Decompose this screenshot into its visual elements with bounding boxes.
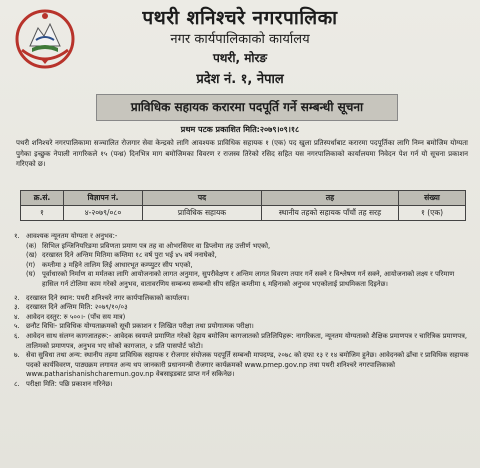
- point-4: [14, 313, 470, 323]
- sub-number: (ग): [26, 260, 36, 269]
- table-header-row: [21, 191, 466, 206]
- point-1: [14, 232, 470, 242]
- sub-text: सिभिल इन्जिनियरिङमा प्रविणता प्रमाण पत्र तह वा ओभरसियर वा डिप्लोमा तह उत्तीर्ण भएको,: [42, 241, 271, 250]
- intro-paragraph: पथरी शनिश्चरे नगरपालिकामा सञ्चालित रोजगार सेवा केन्द्रको लागि आवश्यक प्राविधिक सहायक १ (एक) पद खुला प्रतिस्पर्धाबाट करारमा पदपूर्तिका लागि निम्न बमोजिम योग्यता पुगेका इच्छुक नेपाली नागरिकले १५ (पन्ध्र) दिनभित्र माग बमोजिमका विवरण र राजस्व तिरेको रसिद सहित यस नगरपालिकाको कार्यालयमा निवेदन पेश गर्न यो सूचना प्रकाशन गरिएको छ।: [16, 139, 468, 168]
- point-number: ७.: [14, 351, 20, 360]
- sub-number: (क): [26, 241, 37, 250]
- sub-number: (घ): [26, 270, 36, 279]
- col-header-count: संख्या: [399, 191, 466, 206]
- point-1-sub-ga: [14, 261, 470, 271]
- point-text: आवेदन साथ संलग्न कागजातहरू:- आवेदक स्वयम्ले प्रमाणित गरेको देहाय बमोजिम कागजातको प्रतिलिपिहरू: नागरिकता, न्यूनतम योग्यताको शैक्षिक प्रमाणपत्र र चारित्रिक प्रमाणपत्र, तालिमको प्रमाणपत्र, अनुभव भए सोको कागजात, २ प्रति पासपोर्ट फोटो।: [26, 331, 468, 350]
- point-text: सेवा सुविधा तथा अन्य: स्थानीय तहमा प्राविधिक सहायक र रोजगार संयोजक पदपूर्ति सम्बन्धी मापदण्ड, २०७८ को दफा १३ र १४ बमोजिम हुनेछ। आवेदनको ढाँचा र प्राविधिक सहायक पदको कार्यविवरण, पाठ्यक्रम लगायत अन्य थप जानकारी प्रधानमन्त्री रोजगार कार्यक्रमको www.pmep.gov.np तथा पथरी शनिश्चरे नगरपालिकाको www.patharishanishcharemun.gov.np वेबसाइडबाट प्राप्त गर्न सकिनेछ।: [26, 351, 469, 379]
- point-7: [14, 351, 470, 380]
- point-text: छनौट विधिः- प्राविधिक योग्यताक्रमको सूची प्रकाशन र लिखित परीक्षा तथा प्रयोगात्मक परीक्षा।: [26, 322, 254, 331]
- publish-date: प्रथम पटक प्रकाशित मिति:२०७९।०९।१८: [180, 125, 300, 134]
- point-text: आवश्यक न्यूनतम योग्यता र अनुभव:-: [26, 232, 118, 240]
- point-number: ४.: [14, 312, 20, 321]
- point-number: ८.: [14, 379, 20, 388]
- point-number: ६.: [14, 331, 20, 340]
- sub-number: (ख): [26, 251, 37, 260]
- office-location: पथरी, मोरङ: [212, 51, 268, 65]
- sub-text: कम्तीमा ३ महिने तालिम लिई आधारभूत कम्प्युटर सीप भएको,: [42, 260, 193, 269]
- province-line: प्रदेश नं. १, नेपाल: [196, 72, 284, 87]
- col-header-post: पद: [143, 191, 262, 206]
- col-header-ad-number: विज्ञापन नं.: [64, 191, 143, 206]
- vacancy-table: [20, 190, 466, 221]
- col-header-serial: क्र.सं.: [21, 191, 64, 206]
- col-header-level: तह: [262, 191, 399, 206]
- cell-level: स्थानीय तहको सहायक पाँचौं तह सरह: [262, 206, 399, 221]
- point-text: परीक्षा मिति: पछि प्रकाशन गरिनेछ।: [26, 379, 113, 388]
- cell-count: १ (एक): [399, 206, 466, 221]
- point-number: १.: [14, 232, 20, 240]
- point-1-sub-gha: [14, 270, 470, 289]
- cell-ad-number: ४-२०७९/०८०: [64, 206, 143, 221]
- cell-serial: १: [21, 206, 64, 221]
- sub-text: दरखास्त दिने अन्तिम मितिमा कम्तिमा १८ वर्ष पुरा भई ४५ वर्ष ननाघेको,: [42, 251, 217, 260]
- sub-text: पूर्वाधारको निर्माण वा मर्मतका लागि आयोजनाको लागत अनुमान, सुपरीवेक्षण र अन्तिम लागत विवरण तयार गर्ने सक्ने र विश्लेषण गर्न सक्ने, आयोजनाको लक्ष्य र परिमाण हासिल गर्न टोलिमा काम गरेको अनुभव, वातावरणिय सम्बन्ध्य सम्बन्धी सीप सहित कम्तीमा ६ महिनाको अनुभव भएकोलाई प्राथमिकता दिइनेछ।: [42, 270, 455, 288]
- point-text: आवेदन दस्तुर: रु ५००।- (पाँच सय मात्र): [26, 312, 126, 321]
- point-number: ३.: [14, 303, 20, 312]
- municipality-title: पथरी शनिश्चरे नगरपालिका: [142, 7, 338, 29]
- point-text: दरखास्त दिने स्थान: पथरी शनिश्चरे नगर कार्यपालिकाको कार्यालय।: [26, 293, 190, 302]
- point-5: [14, 322, 470, 332]
- point-1-sub-ka: [14, 242, 470, 252]
- point-number: २.: [14, 293, 20, 302]
- point-text: दरखास्त दिने अन्तिम मिति: २०७९/१०/०३: [26, 303, 128, 312]
- notice-points: [14, 232, 470, 390]
- point-6: [14, 332, 470, 351]
- point-2: [14, 294, 470, 304]
- notice-title-banner: प्राविधिक सहायक करारमा पदपूर्ति गर्ने सम्बन्धी सूचना: [96, 94, 398, 121]
- point-8: [14, 380, 470, 390]
- point-1-sub-kha: [14, 251, 470, 261]
- point-number: ५.: [14, 322, 20, 331]
- cell-post: प्राविधिक सहायक: [143, 206, 262, 221]
- office-subtitle: नगर कार्यपालिकाको कार्यालय: [170, 32, 310, 47]
- table-row: [21, 206, 466, 221]
- point-3: [14, 303, 470, 313]
